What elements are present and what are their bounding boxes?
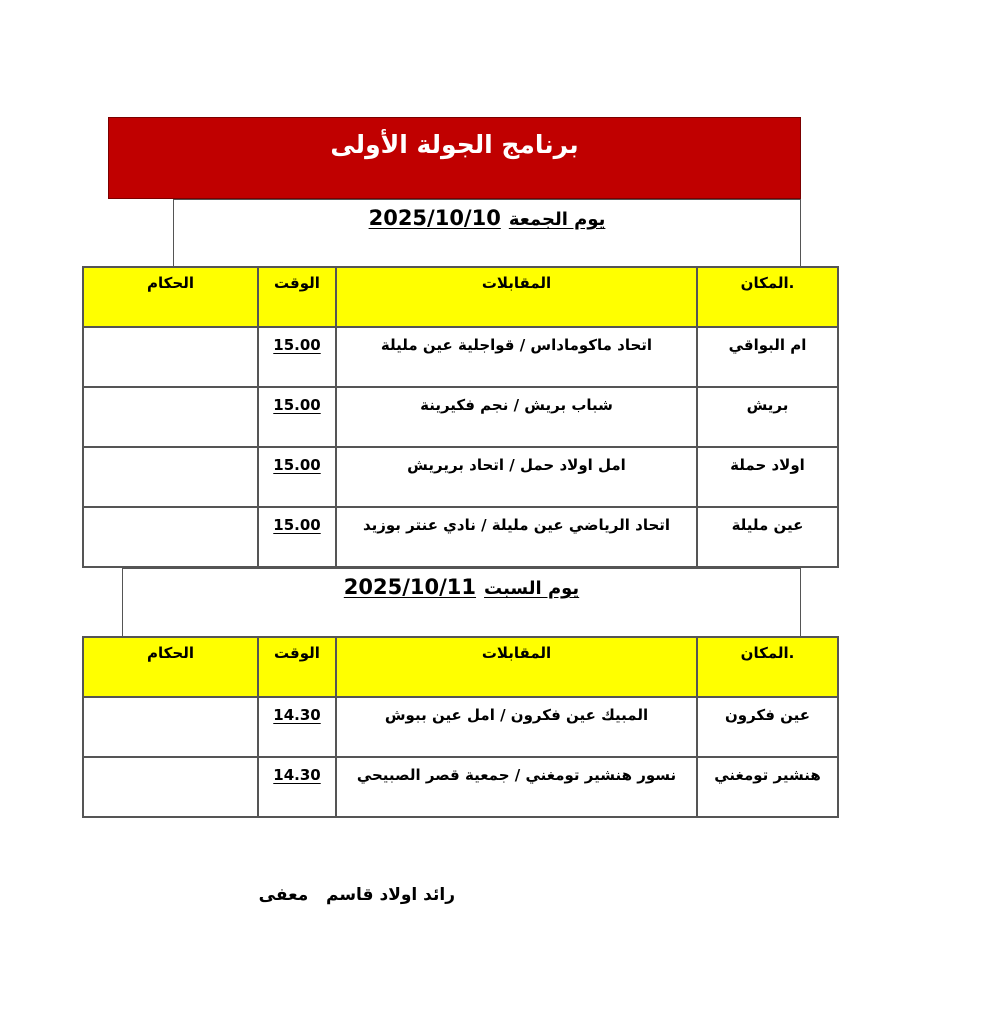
table-header-row (83, 267, 838, 327)
cell-place: عين مليلة (697, 507, 838, 567)
table-row (83, 507, 838, 567)
day-header-saturday (122, 568, 801, 636)
cell-place: هنشير تومغني (697, 757, 838, 817)
cell-time: 15.00 (258, 387, 336, 447)
cell-time: 14.30 (258, 697, 336, 757)
page-title: برنامج الجولة الأولى (330, 130, 579, 159)
cell-time: 15.00 (258, 507, 336, 567)
cell-place: عين فكرون (697, 697, 838, 757)
table-row (83, 757, 838, 817)
cell-referees (83, 757, 258, 817)
cell-place: بريش (697, 387, 838, 447)
table-row (83, 697, 838, 757)
day-date: 2025/10/11 (343, 575, 477, 599)
bye-note (255, 885, 455, 905)
bye-team: رائد اولاد قاسم (326, 885, 455, 905)
header-time: الوقت (258, 637, 336, 697)
cell-time: 14.30 (258, 757, 336, 817)
cell-match: امل اولاد حمل / اتحاد بريريش (336, 447, 697, 507)
header-time: الوقت (258, 267, 336, 327)
cell-time: 15.00 (258, 327, 336, 387)
cell-match: شباب بريش / نجم فكيرينة (336, 387, 697, 447)
cell-match: المبيك عين فكرون / امل عين ببوش (336, 697, 697, 757)
day-name: يوم السبت (484, 578, 580, 599)
day-label (369, 206, 606, 230)
cell-referees (83, 697, 258, 757)
table-row (83, 327, 838, 387)
header-matches: المقابلات (336, 637, 697, 697)
header-place: .المكان (697, 267, 838, 327)
header-referees: الحكام (83, 267, 258, 327)
cell-referees (83, 447, 258, 507)
title-banner (108, 117, 801, 199)
bye-label: معفى (258, 885, 309, 905)
day-header-friday (173, 199, 801, 266)
cell-time: 15.00 (258, 447, 336, 507)
header-referees: الحكام (83, 637, 258, 697)
table-header-row (83, 637, 838, 697)
day-label (344, 575, 579, 599)
cell-referees (83, 327, 258, 387)
cell-place: اولاد حملة (697, 447, 838, 507)
day-date: 2025/10/10 (368, 206, 501, 230)
header-place: .المكان (697, 637, 838, 697)
table-row (83, 387, 838, 447)
cell-referees (83, 387, 258, 447)
cell-match: نسور هنشير تومغني / جمعية قصر الصبيحي (336, 757, 697, 817)
day-name: يوم الجمعة (508, 209, 606, 230)
schedule-table-saturday (82, 636, 839, 818)
cell-match: اتحاد الرياضي عين مليلة / نادي عنتر بوزيد (336, 507, 697, 567)
cell-place: ام البواقي (697, 327, 838, 387)
schedule-table-friday (82, 266, 839, 568)
cell-referees (83, 507, 258, 567)
table-row (83, 447, 838, 507)
cell-match: اتحاد ماكوماداس / قواجلية عين مليلة (336, 327, 697, 387)
header-matches: المقابلات (336, 267, 697, 327)
